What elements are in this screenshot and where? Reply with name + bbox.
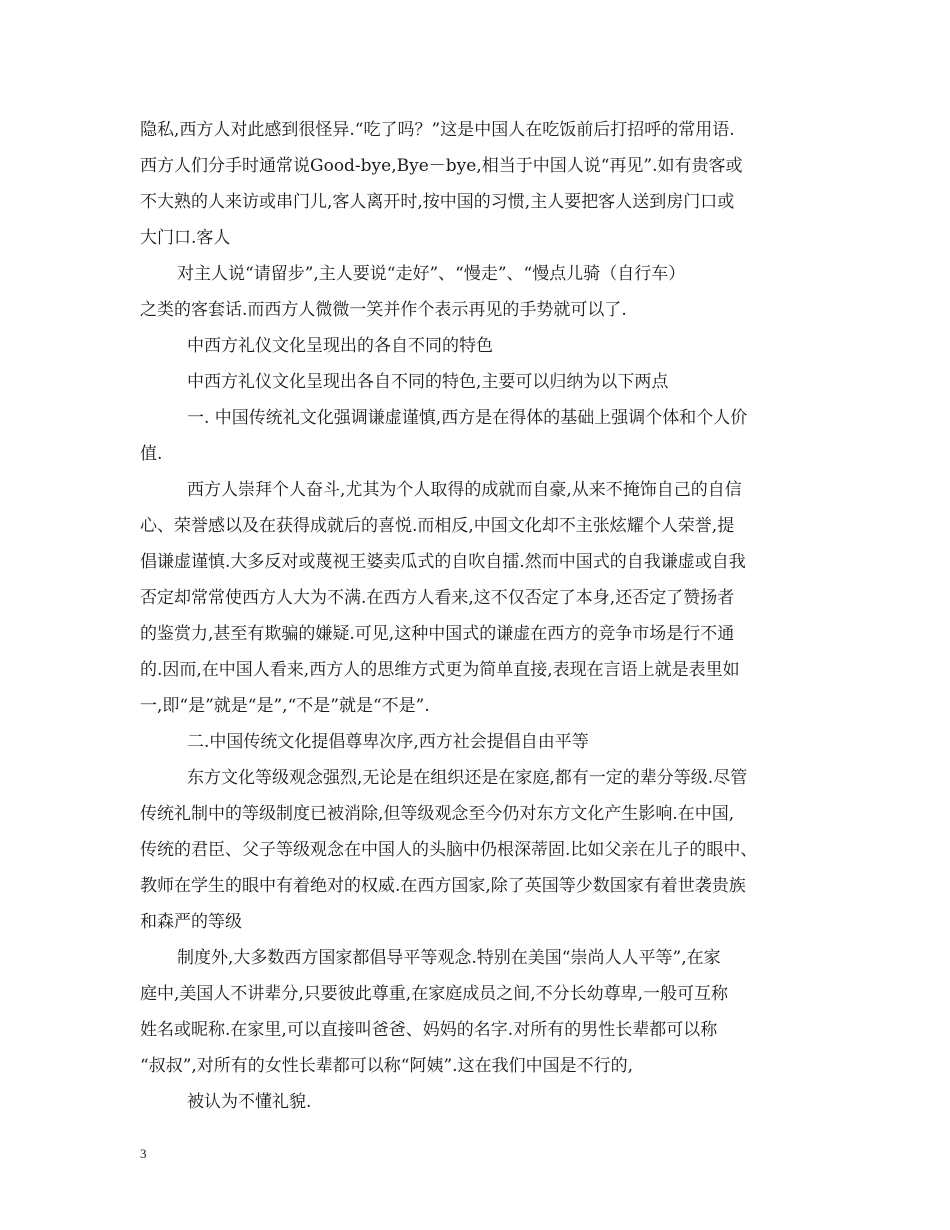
text-line: 和森严的等级 [140,912,242,932]
section-heading: 二.中国传统文化提倡尊卑次序,西方社会提倡自由平等 [187,732,589,752]
text-line: 西方人崇拜个人奋斗,尤其为个人取得的成就而自豪,从来不掩饰自己的自信 [187,480,742,500]
text-line: 教师在学生的眼中有着绝对的权威.在西方国家,除了英国等少数国家有着世袭贵族 [140,876,746,896]
text-line: 否定却常常使西方人大为不满.在西方人看来,这不仅否定了本身,还否定了赞扬者 [140,588,735,608]
text-line: 姓名或昵称.在家里,可以直接叫爸爸、妈妈的名字.对所有的男性长辈都可以称 [140,1020,718,1040]
text-line: 庭中,美国人不讲辈分,只要彼此尊重,在家庭成员之间,不分长幼尊卑,一般可互称 [140,984,729,1004]
text-line: 一. 中国传统礼文化强调谦虚谨慎,西方是在得体的基础上强调个体和个人价 [187,408,748,428]
text-line: 一,即“是”就是“是”,“不是”就是“不是”. [140,696,430,716]
text-line: 之类的客套话.而西方人微微一笑并作个表示再见的手势就可以了. [140,300,627,320]
text-line: 东方文化等级观念强烈,无论是在组织还是在家庭,都有一定的辈分等级.尽管 [187,768,748,788]
text-line: 传统的君臣、父子等级观念在中国人的头脑中仍根深蒂固.比如父亲在儿子的眼中、 [140,840,758,860]
text-line: 传统礼制中的等级制度已被消除,但等级观念至今仍对东方文化产生影响.在中国, [140,804,735,824]
text-line: 对主人说“请留步”,主人要说“走好”、“慢走”、“慢点儿骑（自行车） [177,264,686,284]
text-line: 值. [140,444,163,464]
text-line: 中西方礼仪文化呈现出各自不同的特色,主要可以归纳为以下两点 [187,372,669,392]
text-line: 被认为不懂礼貌. [187,1092,312,1112]
text-line: 的鉴赏力,甚至有欺骗的嫌疑.可见,这种中国式的谦虚在西方的竞争市场是行不通 [140,624,735,644]
section-heading: 中西方礼仪文化呈现出的各自不同的特色 [187,336,493,356]
page-number: 3 [140,1146,147,1161]
text-line: 倡谦虚谨慎.大多反对或蔑视王婆卖瓜式的自吹自擂.然而中国式的自我谦虚或自我 [140,552,746,572]
text-line: 制度外,大多数西方国家都倡导平等观念.特别在美国“崇尚人人平等”,在家 [177,948,721,968]
text-line: 的.因而,在中国人看来,西方人的思维方式更为简单直接,表现在言语上就是表里如 [140,660,740,680]
text-line: “叔叔”,对所有的女性长辈都可以称“阿姨”.这在我们中国是不行的, [140,1056,633,1076]
text-line: 隐私,西方人对此感到很怪异.“吃了吗？”这是中国人在吃饭前后打招呼的常用语. [140,120,735,140]
text-line: 西方人们分手时通常说Good-bye,Bye－bye,相当于中国人说“再见”.如有贵客或 [140,156,743,176]
text-line: 大门口.客人 [140,228,231,248]
text-line: 心、荣誉感以及在获得成就后的喜悦.而相反,中国文化却不主张炫耀个人荣誉,提 [140,516,735,536]
text-line: 不大熟的人来访或串门儿,客人离开时,按中国的习惯,主人要把客人送到房门口或 [140,192,735,212]
